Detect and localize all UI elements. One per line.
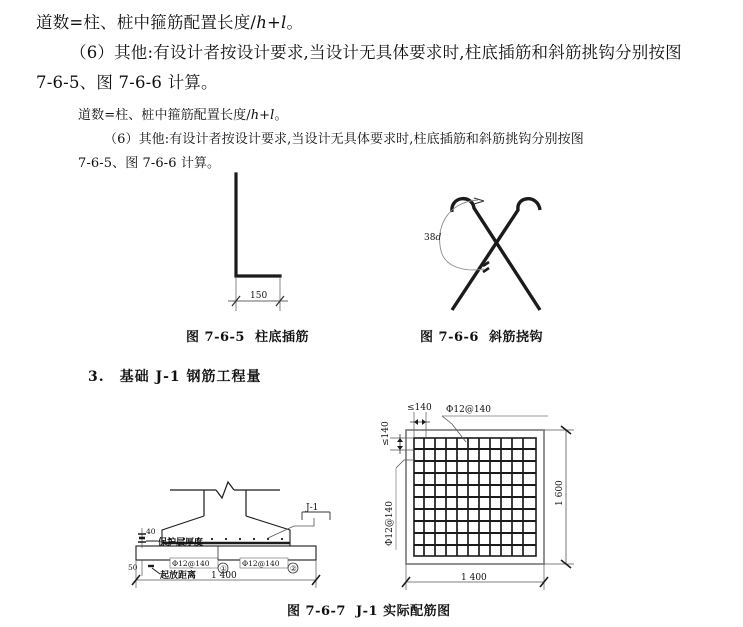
figure-766-caption xyxy=(420,326,543,345)
figure-767-plan-view xyxy=(381,403,574,590)
section-rebar-mark-2: ② xyxy=(290,564,297,573)
figure-766-drawing xyxy=(400,168,610,318)
figure-767-drawing xyxy=(18,398,618,598)
paragraph-main-line-3: 7-6-5、图 7-6-6 计算。 xyxy=(36,73,218,92)
plan-dim-height: 1 600 xyxy=(555,480,565,506)
figure-765-drawing xyxy=(180,168,370,318)
paragraph-repeat-line-3: 7-6-5、图 7-6-6 计算。 xyxy=(78,156,221,171)
figure-766-title: 斜筋挠钩 xyxy=(488,330,543,345)
fig-765-dimension-150: 150 xyxy=(250,291,268,301)
figure-767-caption xyxy=(287,600,451,619)
section-cover-label: 保护层厚度 xyxy=(158,538,204,548)
paragraph-main xyxy=(36,8,714,98)
plan-spacing-left: ≤140 xyxy=(381,421,391,446)
plan-dim-width: 1 400 xyxy=(461,573,487,583)
paragraph-repeat-line-2: （6）其他:有设计者按设计要求,当设计无具体要求时,柱底插筋和斜筋挑钩分别按图 xyxy=(104,132,584,147)
figure-766-number: 图 7-6-6 xyxy=(420,330,479,345)
section-rebar-label-1: Φ12@140 xyxy=(172,559,210,568)
section-heading: 3. 基础 J-1 钢筋工程量 xyxy=(88,369,262,385)
plan-rebar-top: Φ12@140 xyxy=(446,405,492,415)
section-callout-j1: J-1 xyxy=(306,503,319,513)
section-start-label: 起放距离 xyxy=(160,571,197,581)
paragraph-main-line-2: （6）其他:有设计者按设计要求,当设计无具体要求时,柱底插筋和斜筋挑钩分别按图 xyxy=(70,43,682,62)
figure-767-number: 图 7-6-7 xyxy=(287,604,346,619)
section-rebar-mark-1: ① xyxy=(220,564,227,573)
figure-767-section-view xyxy=(128,482,330,588)
paragraph-repeat-line-1: 道数=柱、桩中箍筋配置长度/h+l。 xyxy=(78,108,288,123)
fig-766-label-38d: 38d xyxy=(424,233,442,243)
section-start-value: 50 xyxy=(128,563,138,572)
section-cover-value: 40 xyxy=(146,527,156,536)
figure-765-title: 柱底插筋 xyxy=(254,330,309,345)
section-rebar-label-2: Φ12@140 xyxy=(242,559,280,568)
plan-rebar-left: Φ12@140 xyxy=(385,500,395,546)
section-dim-width: 1 400 xyxy=(211,571,237,581)
plan-spacing-top: ≤140 xyxy=(407,403,432,413)
figure-767-title: J-1 实际配筋图 xyxy=(355,604,451,619)
figure-765-caption xyxy=(186,326,309,345)
figure-765-number: 图 7-6-5 xyxy=(186,330,245,345)
paragraph-repeat xyxy=(78,104,698,176)
paragraph-main-line-1: 道数=柱、桩中箍筋配置长度/h+l。 xyxy=(36,13,304,32)
